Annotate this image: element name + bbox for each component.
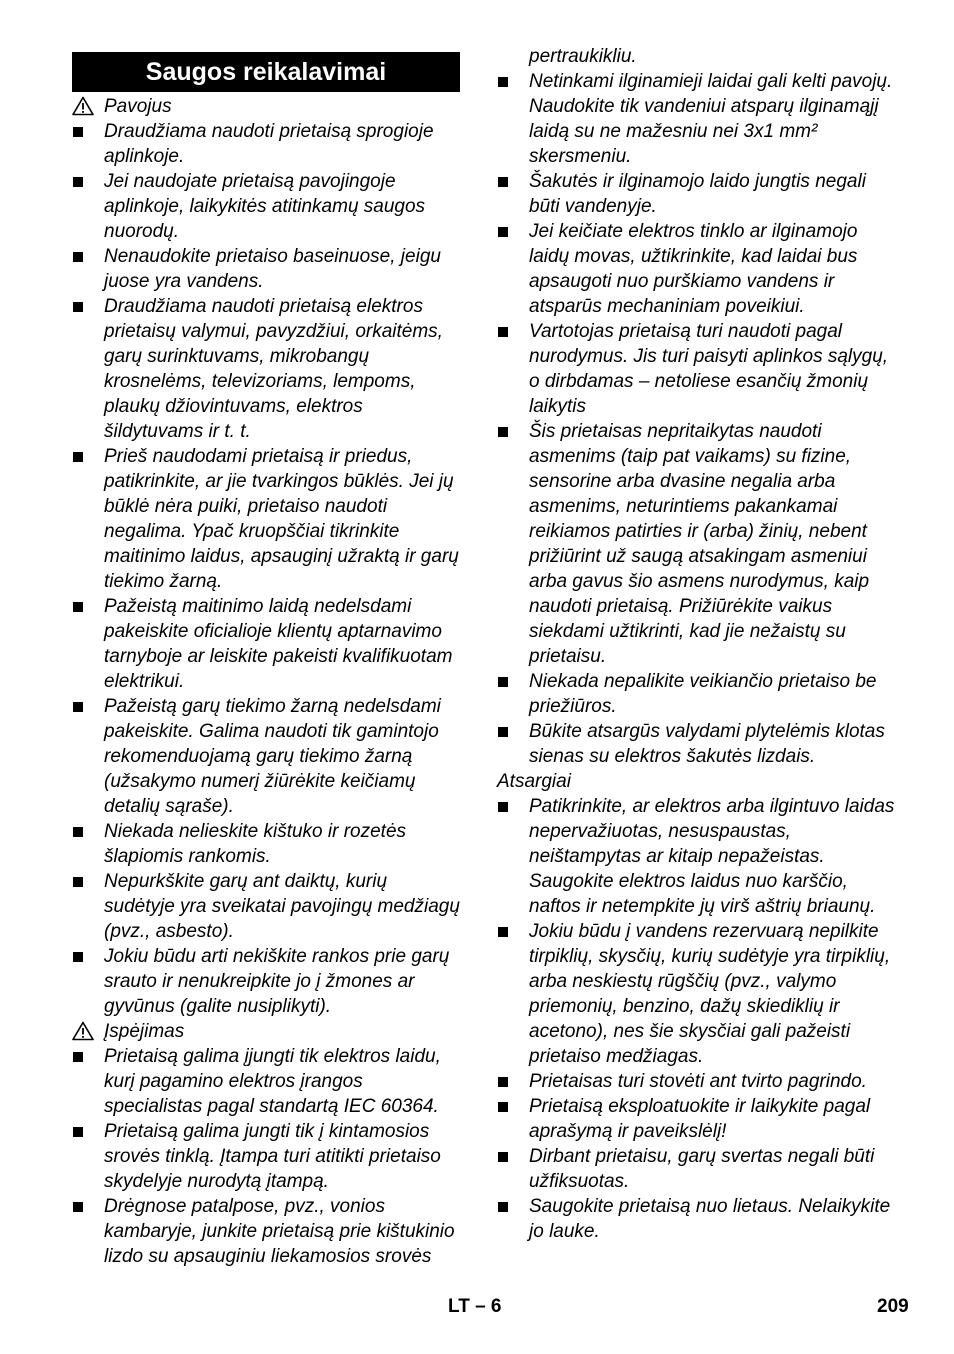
left-column: [72, 44, 460, 1269]
list-item: Pažeistą garų tiekimo žarną nedelsdami pakeiskite. Galima naudoti tik gamintojo rekomenduojamą garų tiekimo žarną (užsakymo numerį žiūrėkite keičiamų detalių sąraše).: [72, 694, 460, 819]
list-item: Netinkami ilginamieji laidai gali kelti pavojų. Naudokite tik vandeniui atsparų ilginamąjį laidą su ne mažesniu nei 3x1 mm² skersmeniu.: [497, 69, 897, 169]
right-item-list: [497, 44, 897, 1244]
warning-heading: [72, 1019, 460, 1044]
list-item: Patikrinkite, ar elektros arba ilgintuvo laidas nepervažiuotas, nesuspaustas, neištampytas ar kitaip nepažeistas. Saugokite elektros laidus nuo karščio, naftos ir netempkite jų virš aštrių briaunų.: [497, 794, 897, 919]
footer-language-code: LT – 6: [448, 1296, 502, 1317]
list-item: Draudžiama naudoti prietaisą sprogioje aplinkoje.: [72, 119, 460, 169]
list-item: Niekada nepalikite veikiančio prietaiso be priežiūros.: [497, 669, 897, 719]
left-item-list: [72, 94, 460, 1269]
list-item: Šakutės ir ilginamojo laido jungtis negali būti vandenyje.: [497, 169, 897, 219]
list-item: Vartotojas prietaisą turi naudoti pagal nurodymus. Jis turi paisyti aplinkos sąlygų, o dirbdamas – netoliese esančių žmonių laikytis: [497, 319, 897, 419]
list-item: Niekada nelieskite kištuko ir rozetės šlapiomis rankomis.: [72, 819, 460, 869]
list-item: Jokiu būdu arti nekiškite rankos prie garų srauto ir nenukreipkite jo į žmones ar gyvūnus (galite nusiplikyti).: [72, 944, 460, 1019]
list-item: Šis prietaisas nepritaikytas naudoti asmenims (taip pat vaikams) su fizine, sensorine arba dvasine negalia arba asmenims, neturintiems pakankamai reikiamos patirties ir (arba) žinių, nebent prižiūrint už saugą atsakingam asmeniui arba gavus šio asmens nurodymus, kaip naudoti prietaisą. Prižiūrėkite vaikus siekdami užtikrinti, kad jie nežaistų su prietaisu.: [497, 419, 897, 669]
list-item-continuation: pertraukikliu.: [529, 46, 637, 67]
warning-heading: [72, 94, 460, 119]
warning-label: Įspėjimas: [104, 1021, 185, 1042]
list-item: Jei naudojate prietaisą pavojingoje aplinkoje, laikykitės atitinkamų saugos nuorodų.: [72, 169, 460, 244]
list-item: Dirbant prietaisu, garų svertas negali būti užfiksuotas.: [497, 1144, 897, 1194]
right-column: [497, 44, 897, 1244]
list-item: Prieš naudodami prietaisą ir priedus, patikrinkite, ar jie tvarkingos būklės. Jei jų būklė nėra puiki, prietaiso naudoti negalima. Ypač kruopščiai tikrinkite maitinimo laidus, apsauginį užraktą ir garų tiekimo žarną.: [72, 444, 460, 594]
list-item: Draudžiama naudoti prietaisą elektros prietaisų valymui, pavyzdžiui, orkaitėms, garų surinktuvams, mikrobangų krosnelėms, televizoriams, lempoms, plaukų džiovintuvams, elektros šildytuvams ir t. t.: [72, 294, 460, 444]
list-item: Nepurkškite garų ant daiktų, kurių sudėtyje yra sveikatai pavojingų medžiagų (pvz., asbesto).: [72, 869, 460, 944]
list-item: Prietaisą galima įjungti tik elektros laidu, kurį pagamino elektros įrangos specialistas pagal standartą IEC 60364.: [72, 1044, 460, 1119]
list-item: Nenaudokite prietaiso baseinuose, jeigu juose yra vandens.: [72, 244, 460, 294]
section-heading: Saugos reikalavimai: [72, 52, 460, 92]
list-item: Jei keičiate elektros tinklo ar ilginamojo laidų movas, užtikrinkite, kad laidai bus apsaugoti nuo purškiamo vandens ir atsparūs mechaniniam poveikiui.: [497, 219, 897, 319]
subsection-label: Atsargiai: [497, 771, 571, 792]
list-item: Jokiu būdu į vandens rezervuarą nepilkite tirpiklių, skysčių, kurių sudėtyje yra tirpiklių, arba neskiestų rūgščių (pvz., valymo priemonių, benzino, dažų skiediklių ir acetono), nes šie skysčiai gali pažeisti prietaiso medžiagas.: [497, 919, 897, 1069]
list-item: Drėgnose patalpose, pvz., vonios kambaryje, junkite prietaisą prie kištukinio lizdo su apsauginiu liekamosios srovės: [72, 1194, 460, 1269]
warning-label: Pavojus: [104, 96, 172, 117]
page-number: 209: [877, 1296, 909, 1317]
list-item: Pažeistą maitinimo laidą nedelsdami pakeiskite oficialioje klientų aptarnavimo tarnyboje ar leiskite pakeisti kvalifikuotam elektrikui.: [72, 594, 460, 694]
list-item: Būkite atsargūs valydami plytelėmis klotas sienas su elektros šakutės lizdais.: [497, 719, 897, 769]
list-item: Prietaisą eksploatuokite ir laikykite pagal aprašymą ir paveikslėlį!: [497, 1094, 897, 1144]
list-item: Prietaisą galima jungti tik į kintamosios srovės tinklą. Įtampa turi atitikti prietaiso skydelyje nurodytą įtampą.: [72, 1119, 460, 1194]
list-item: Prietaisas turi stovėti ant tvirto pagrindo.: [497, 1069, 897, 1094]
list-item: Saugokite prietaisą nuo lietaus. Nelaikykite jo lauke.: [497, 1194, 897, 1244]
